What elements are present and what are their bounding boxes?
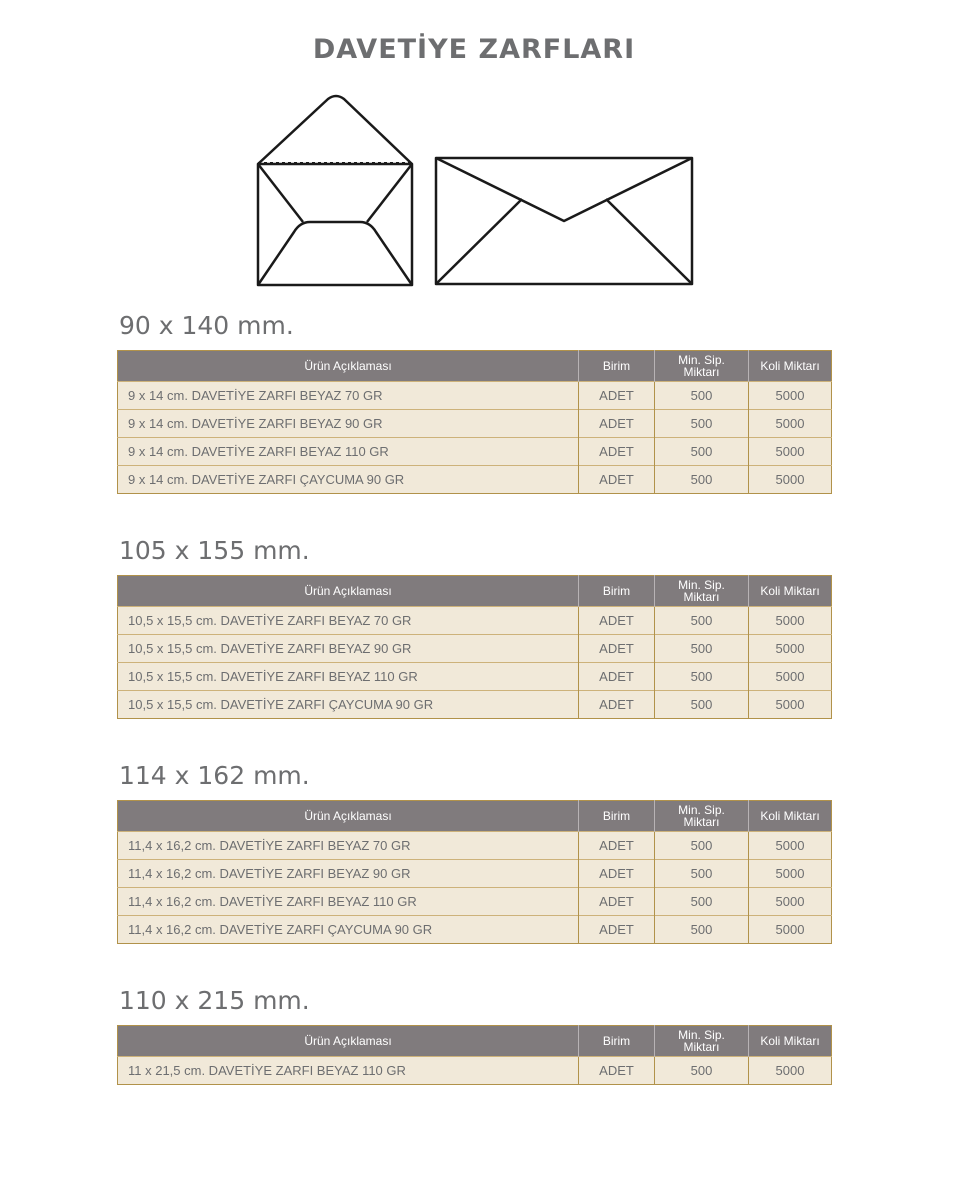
table-header-row bbox=[118, 351, 832, 382]
min-order-line2: Miktarı bbox=[683, 365, 720, 379]
table-row bbox=[118, 382, 832, 410]
product-table bbox=[117, 800, 832, 944]
cell-box-qty: 5000 bbox=[749, 466, 832, 494]
cell-description: 10,5 x 15,5 cm. DAVETİYE ZARFI BEYAZ 70 GR bbox=[118, 607, 579, 635]
column-header-description: Ürün Açıklaması bbox=[118, 1026, 579, 1057]
table-row bbox=[118, 860, 832, 888]
column-header-min-order bbox=[655, 351, 749, 382]
cell-unit: ADET bbox=[579, 916, 655, 944]
table-row bbox=[118, 438, 832, 466]
cell-box-qty: 5000 bbox=[749, 691, 832, 719]
cell-unit: ADET bbox=[579, 438, 655, 466]
min-order-line1: Min. Sip. bbox=[678, 1028, 725, 1042]
column-header-box-qty: Koli Miktarı bbox=[749, 351, 832, 382]
cell-unit: ADET bbox=[579, 635, 655, 663]
cell-box-qty: 5000 bbox=[749, 635, 832, 663]
table-row bbox=[118, 466, 832, 494]
section-114x162 bbox=[117, 760, 831, 944]
table-header-row bbox=[118, 801, 832, 832]
cell-description: 11,4 x 16,2 cm. DAVETİYE ZARFI BEYAZ 70 GR bbox=[118, 832, 579, 860]
min-order-line2: Miktarı bbox=[683, 590, 720, 604]
min-order-line2: Miktarı bbox=[683, 1040, 720, 1054]
column-header-box-qty: Koli Miktarı bbox=[749, 576, 832, 607]
cell-unit: ADET bbox=[579, 410, 655, 438]
cell-unit: ADET bbox=[579, 888, 655, 916]
cell-unit: ADET bbox=[579, 382, 655, 410]
column-header-description: Ürün Açıklaması bbox=[118, 351, 579, 382]
column-header-box-qty: Koli Miktarı bbox=[749, 1026, 832, 1057]
min-order-line1: Min. Sip. bbox=[678, 803, 725, 817]
cell-unit: ADET bbox=[579, 691, 655, 719]
cell-min-order: 500 bbox=[655, 888, 749, 916]
cell-box-qty: 5000 bbox=[749, 832, 832, 860]
cell-unit: ADET bbox=[579, 860, 655, 888]
cell-min-order: 500 bbox=[655, 382, 749, 410]
section-90x140 bbox=[117, 310, 831, 494]
cell-box-qty: 5000 bbox=[749, 916, 832, 944]
cell-unit: ADET bbox=[579, 832, 655, 860]
cell-description: 11,4 x 16,2 cm. DAVETİYE ZARFI ÇAYCUMA 90 GR bbox=[118, 916, 579, 944]
cell-min-order: 500 bbox=[655, 635, 749, 663]
cell-box-qty: 5000 bbox=[749, 438, 832, 466]
column-header-unit: Birim bbox=[579, 351, 655, 382]
cell-description: 11 x 21,5 cm. DAVETİYE ZARFI BEYAZ 110 GR bbox=[118, 1057, 579, 1085]
cell-unit: ADET bbox=[579, 1057, 655, 1085]
product-table bbox=[117, 1025, 832, 1085]
column-header-description: Ürün Açıklaması bbox=[118, 801, 579, 832]
product-table bbox=[117, 350, 832, 494]
cell-description: 11,4 x 16,2 cm. DAVETİYE ZARFI BEYAZ 110 GR bbox=[118, 888, 579, 916]
cell-min-order: 500 bbox=[655, 916, 749, 944]
column-header-min-order bbox=[655, 1026, 749, 1057]
column-header-min-order bbox=[655, 576, 749, 607]
cell-box-qty: 5000 bbox=[749, 888, 832, 916]
section-105x155 bbox=[117, 535, 831, 719]
table-row bbox=[118, 607, 832, 635]
cell-min-order: 500 bbox=[655, 438, 749, 466]
min-order-line1: Min. Sip. bbox=[678, 578, 725, 592]
column-header-description: Ürün Açıklaması bbox=[118, 576, 579, 607]
column-header-unit: Birim bbox=[579, 1026, 655, 1057]
closed-envelope-icon bbox=[434, 156, 696, 288]
cell-unit: ADET bbox=[579, 607, 655, 635]
column-header-unit: Birim bbox=[579, 801, 655, 832]
column-header-unit: Birim bbox=[579, 576, 655, 607]
cell-box-qty: 5000 bbox=[749, 607, 832, 635]
product-table bbox=[117, 575, 832, 719]
table-header-row bbox=[118, 576, 832, 607]
cell-box-qty: 5000 bbox=[749, 1057, 832, 1085]
cell-box-qty: 5000 bbox=[749, 860, 832, 888]
cell-description: 9 x 14 cm. DAVETİYE ZARFI BEYAZ 70 GR bbox=[118, 382, 579, 410]
min-order-line2: Miktarı bbox=[683, 815, 720, 829]
envelope-illustrations bbox=[250, 88, 700, 293]
table-row bbox=[118, 916, 832, 944]
cell-unit: ADET bbox=[579, 466, 655, 494]
table-row bbox=[118, 691, 832, 719]
cell-min-order: 500 bbox=[655, 410, 749, 438]
cell-description: 10,5 x 15,5 cm. DAVETİYE ZARFI BEYAZ 90 GR bbox=[118, 635, 579, 663]
cell-box-qty: 5000 bbox=[749, 382, 832, 410]
section-110x215 bbox=[117, 985, 831, 1085]
table-row bbox=[118, 832, 832, 860]
cell-box-qty: 5000 bbox=[749, 410, 832, 438]
cell-min-order: 500 bbox=[655, 466, 749, 494]
page-title: DAVETİYE ZARFLARI bbox=[312, 34, 636, 65]
table-header-row bbox=[118, 1026, 832, 1057]
cell-description: 10,5 x 15,5 cm. DAVETİYE ZARFI ÇAYCUMA 90 GR bbox=[118, 691, 579, 719]
cell-min-order: 500 bbox=[655, 1057, 749, 1085]
cell-unit: ADET bbox=[579, 663, 655, 691]
table-row bbox=[118, 635, 832, 663]
cell-box-qty: 5000 bbox=[749, 663, 832, 691]
table-row bbox=[118, 888, 832, 916]
open-envelope-icon bbox=[256, 94, 416, 289]
column-header-min-order bbox=[655, 801, 749, 832]
cell-description: 9 x 14 cm. DAVETİYE ZARFI BEYAZ 90 GR bbox=[118, 410, 579, 438]
min-order-line1: Min. Sip. bbox=[678, 353, 725, 367]
cell-description: 9 x 14 cm. DAVETİYE ZARFI ÇAYCUMA 90 GR bbox=[118, 466, 579, 494]
cell-min-order: 500 bbox=[655, 607, 749, 635]
cell-description: 9 x 14 cm. DAVETİYE ZARFI BEYAZ 110 GR bbox=[118, 438, 579, 466]
cell-min-order: 500 bbox=[655, 691, 749, 719]
cell-description: 10,5 x 15,5 cm. DAVETİYE ZARFI BEYAZ 110 GR bbox=[118, 663, 579, 691]
column-header-box-qty: Koli Miktarı bbox=[749, 801, 832, 832]
section-heading: 90 x 140 mm. bbox=[119, 311, 294, 340]
section-heading: 105 x 155 mm. bbox=[119, 536, 310, 565]
section-heading: 110 x 215 mm. bbox=[119, 986, 310, 1015]
cell-min-order: 500 bbox=[655, 860, 749, 888]
section-heading: 114 x 162 mm. bbox=[119, 761, 310, 790]
table-row bbox=[118, 663, 832, 691]
table-row bbox=[118, 1057, 832, 1085]
cell-description: 11,4 x 16,2 cm. DAVETİYE ZARFI BEYAZ 90 GR bbox=[118, 860, 579, 888]
cell-min-order: 500 bbox=[655, 663, 749, 691]
table-row bbox=[118, 410, 832, 438]
cell-min-order: 500 bbox=[655, 832, 749, 860]
